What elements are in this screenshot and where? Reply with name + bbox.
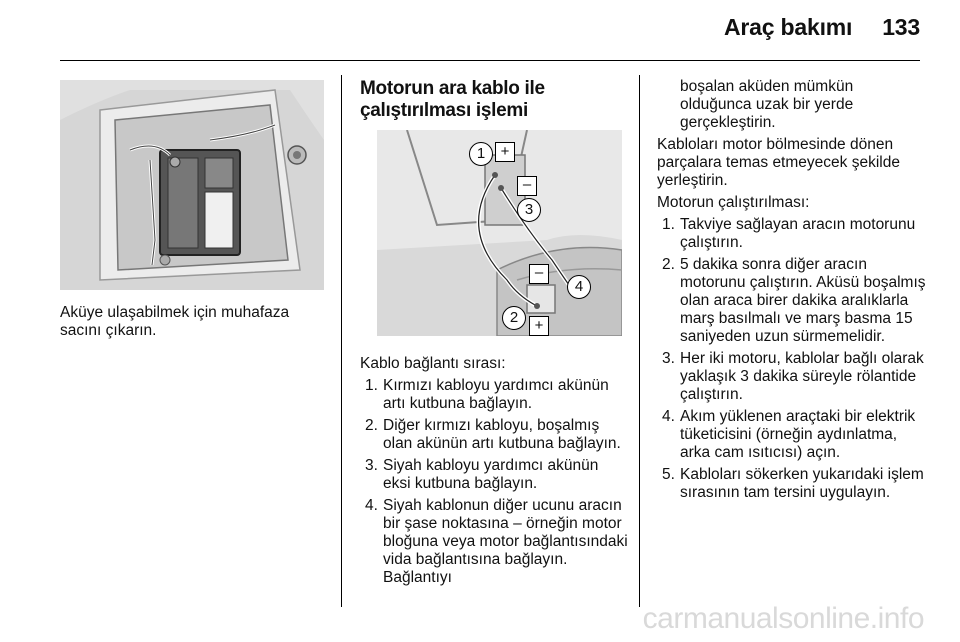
step-text: Akım yüklenen araçtaki bir elektrik tüketicisini (örneğin aydınlatma, arka cam ısıtıcısı) açın.	[680, 408, 916, 461]
battery-compartment-figure	[60, 80, 324, 290]
figure-minus-label-1: –	[517, 176, 537, 196]
step-number: 4.	[365, 497, 378, 514]
step-number: 5.	[662, 466, 675, 483]
list-item	[657, 350, 927, 404]
step-text: Diğer kırmızı kabloyu, boşalmış olan akünün artı kutbuna bağlayın.	[383, 417, 621, 452]
column-divider-2	[639, 75, 640, 607]
list-item	[657, 408, 927, 462]
step-text: Siyah kablonun diğer ucunu aracın bir şase noktasına – örneğin motor bloğuna veya motor bağlantısındaki vida bağlantısına bağlayın. Bağlantıyı	[383, 497, 628, 586]
section-heading-line-2: çalıştırılması işlemi	[360, 100, 528, 121]
step-text: Siyah kabloyu yardımcı akünün eksi kutbuna bağlayın.	[383, 457, 599, 492]
list-item	[657, 216, 927, 252]
section-heading	[360, 78, 630, 122]
connection-steps	[343, 377, 628, 587]
battery-compartment-illustration	[60, 80, 324, 290]
watermark: carmanualsonline.info	[642, 602, 924, 635]
figure-plus-label-1: +	[495, 142, 515, 162]
right-column-text	[657, 78, 927, 506]
section-heading-line-1: Motorun ara kablo ile	[360, 78, 545, 99]
figure-callout-3: 3	[517, 198, 541, 222]
list-item	[343, 457, 628, 493]
step-number: 4.	[662, 408, 675, 425]
left-column-text	[60, 304, 330, 340]
middle-column-heading	[360, 78, 630, 122]
jump-start-figure	[377, 130, 622, 336]
connection-intro: Kablo bağlantı sırası:	[360, 355, 506, 372]
step-4-continuation: boşalan aküden mümkün olduğunca uzak bir yerde gerçekleştirin.	[680, 78, 854, 131]
figure-minus-label-2: –	[529, 264, 549, 284]
step-number: 1.	[662, 216, 675, 233]
header-rule	[60, 60, 920, 61]
cable-routing-note: Kabloları motor bölmesinde dönen parçalara temas etmeyecek şekilde yerleştirin.	[657, 136, 900, 189]
column-divider-1	[341, 75, 342, 607]
step-text: Kabloları sökerken yukarıdaki işlem sırasının tam tersini uygulayın.	[680, 466, 924, 501]
list-item	[657, 256, 927, 346]
step-text: Kırmızı kabloyu yardımcı akünün artı kutbuna bağlayın.	[383, 377, 609, 412]
step-number: 3.	[365, 457, 378, 474]
start-intro: Motorun çalıştırılması:	[657, 194, 810, 211]
step-text: Takviye sağlayan aracın motorunu çalıştırın.	[680, 216, 916, 251]
figure-callout-4: 4	[567, 275, 591, 299]
step-number: 2.	[365, 417, 378, 434]
page-number: 133	[882, 14, 920, 40]
page-header	[724, 14, 920, 41]
list-item	[657, 466, 927, 502]
start-steps	[657, 216, 927, 502]
list-item	[343, 417, 628, 453]
figure-callout-1: 1	[469, 142, 493, 166]
step-text: 5 dakika sonra diğer aracın motorunu çalıştırın. Aküsü boşalmış olan araca birer dakika aralıklarla marş basılmalı ve marş basma 15 saniyeden uzun sürmemelidir.	[680, 256, 926, 345]
figure-caption: Aküye ulaşabilmek için muhafaza sacını çıkarın.	[60, 304, 290, 339]
step-text: Her iki motoru, kablolar bağlı olarak yaklaşık 3 dakika süreyle rölantide çalıştırın.	[680, 350, 924, 403]
figure-plus-label-2: +	[529, 316, 549, 336]
step-number: 3.	[662, 350, 675, 367]
step-number: 2.	[662, 256, 675, 273]
figure-callout-2: 2	[502, 306, 526, 330]
middle-column-text	[343, 355, 628, 591]
list-item	[343, 377, 628, 413]
step-number: 1.	[365, 377, 378, 394]
header-title: Araç bakımı	[724, 14, 853, 40]
list-item	[343, 497, 628, 587]
